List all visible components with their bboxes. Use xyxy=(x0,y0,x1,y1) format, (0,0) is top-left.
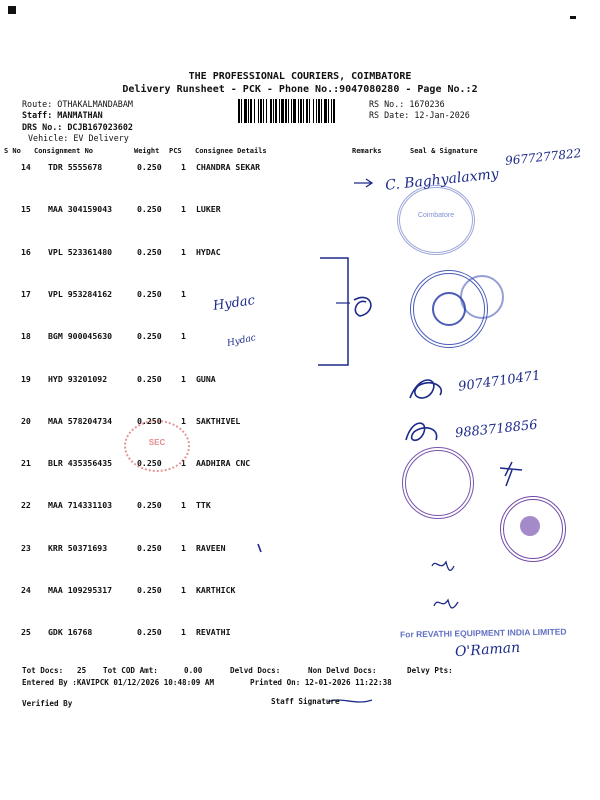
row14-signature-handwritten: C. Baghyalaxmy xyxy=(384,166,500,194)
col-weight: Weight xyxy=(134,147,160,155)
row-consignee: AADHIRA CNC xyxy=(196,458,251,469)
row-consignee: TTK xyxy=(196,500,211,511)
row-sno: 19 xyxy=(21,373,31,384)
col-seal-signature: Seal & Signature xyxy=(410,147,478,155)
row-consignment-no: HYD 93201092 xyxy=(48,373,108,384)
col-sno: S No xyxy=(4,147,21,155)
row-pcs: 1 xyxy=(181,373,186,384)
table-row xyxy=(0,458,600,474)
drs-label: DRS No.: DCJB167023602 xyxy=(22,122,133,132)
row-pcs: 1 xyxy=(181,331,186,342)
row-pcs: 1 xyxy=(181,500,186,511)
col-consignment: Consignment No xyxy=(34,147,94,155)
row-consignment-no: GDK 16768 xyxy=(48,627,93,638)
row-consignment-no: MAA 578204734 xyxy=(48,415,113,426)
row18-hydac-note: Hydac xyxy=(226,333,257,349)
row-weight: 0.250 xyxy=(137,162,162,172)
table-row xyxy=(0,331,600,347)
row-consignee: CHANDRA SEKAR xyxy=(196,162,261,172)
row-consignment-no: VPL 523361480 xyxy=(48,246,113,257)
row-sno: 23 xyxy=(21,542,31,553)
runsheet-subtitle: Delivery Runsheet - PCK - Phone No.:9047080280 - Page No.:2 xyxy=(122,84,478,95)
bracket-line xyxy=(318,258,348,365)
row-consignee: LUKER xyxy=(196,204,221,215)
route-label: Route: OTHAKALMANDABAM xyxy=(22,99,133,109)
row-pcs: 1 xyxy=(181,458,186,469)
row-sno: 22 xyxy=(21,500,31,511)
row-weight: 0.250 xyxy=(137,627,162,638)
row-sno: 15 xyxy=(21,204,31,215)
row-weight: 0.250 xyxy=(137,500,162,511)
row-pcs: 1 xyxy=(181,246,186,257)
table-row xyxy=(0,247,600,263)
tot-cod-value: 0.00 xyxy=(184,666,203,675)
verified-by: Verified By xyxy=(22,699,73,708)
row-consignee: RAVEEN xyxy=(196,542,226,553)
delvd-docs-label: Delvd Docs: xyxy=(230,666,281,675)
staff-label: Staff: MANMATHAN xyxy=(22,110,103,120)
row-consignee: REVATHI xyxy=(196,627,231,638)
table-row xyxy=(0,585,600,601)
corner-mark-top-right xyxy=(570,16,576,19)
revathi-company-stamp: For REVATHI EQUIPMENT INDIA LIMITED xyxy=(399,626,567,640)
row-pcs: 1 xyxy=(181,542,186,553)
col-remarks: Remarks xyxy=(352,147,382,155)
row-consignment-no: MAA 304159043 xyxy=(48,204,113,215)
row25-signature-handwritten: O'Raman xyxy=(454,639,521,661)
row-consignment-no: VPL 953284162 xyxy=(48,288,113,299)
printed-on: Printed On: 12-01-2026 11:22:38 xyxy=(250,678,392,687)
row-weight: 0.250 xyxy=(137,204,162,215)
corner-mark-top-left xyxy=(8,6,16,14)
tot-cod-label: Tot COD Amt: xyxy=(103,666,158,675)
row-sno: 24 xyxy=(21,585,31,595)
row-consignment-no: BLR 435356435 xyxy=(48,458,113,469)
row-sno: 21 xyxy=(21,458,31,469)
row-pcs: 1 xyxy=(181,288,186,299)
row-pcs: 1 xyxy=(181,415,186,426)
row-consignee: GUNA xyxy=(196,373,216,384)
row24-mark xyxy=(434,600,458,608)
row-consignee: HYDAC xyxy=(196,246,221,257)
row-consignment-no: KRR 50371693 xyxy=(48,542,108,553)
row23-mark xyxy=(432,562,454,570)
row-weight: 0.250 xyxy=(137,331,162,342)
row14-arrow xyxy=(354,179,372,187)
row20-phone-handwritten: 9883718856 xyxy=(454,417,539,442)
row-weight: 0.250 xyxy=(137,542,162,553)
red-stamp xyxy=(124,420,190,472)
row19-phone-handwritten: 9074710471 xyxy=(457,368,542,395)
row-consignment-no: BGM 900045630 xyxy=(48,331,113,342)
row14-phone-handwritten: 9677277822 xyxy=(504,146,582,168)
barcode-image xyxy=(238,99,364,123)
staff-signature-label: Staff Signature xyxy=(271,697,340,706)
row-sno: 20 xyxy=(21,415,31,426)
row-weight: 0.250 xyxy=(137,373,162,384)
row-pcs: 1 xyxy=(181,627,186,638)
vehicle-label: Vehicle: EV Delivery xyxy=(28,133,129,143)
row16-company-stamp xyxy=(460,275,504,319)
row-pcs: 1 xyxy=(181,204,186,215)
row-sno: 16 xyxy=(21,246,31,257)
row-consignee: KARTHICK xyxy=(196,585,236,595)
row-consignment-no: MAA 109295317 xyxy=(48,585,113,595)
tot-docs-value: 25 xyxy=(77,666,87,675)
non-delvd-docs-label: Non Delvd Docs: xyxy=(308,666,377,675)
row-sno: 25 xyxy=(21,627,31,638)
row-weight: 0.250 xyxy=(137,415,162,426)
row-consignment-no: TDR 5555678 xyxy=(48,162,103,172)
entered-by: Entered By :KAVIPCK 01/12/2026 10:48:09 AM xyxy=(22,678,215,687)
row-pcs: 1 xyxy=(181,585,186,595)
row-sno: 14 xyxy=(21,162,31,172)
row-weight: 0.250 xyxy=(137,458,162,469)
rs-no-label: RS No.: 1670236 xyxy=(369,99,445,109)
table-row xyxy=(0,204,600,220)
row21-company-stamp xyxy=(402,447,474,519)
row-sno: 18 xyxy=(21,331,31,342)
row-weight: 0.250 xyxy=(137,585,162,595)
row-consignment-no: MAA 714331103 xyxy=(48,500,113,511)
rs-date-label: RS Date: 12-Jan-2026 xyxy=(369,110,470,120)
row17-hydac-note: Hydac xyxy=(212,293,256,314)
table-row xyxy=(0,289,600,305)
row22-security-stamp xyxy=(500,496,566,562)
row-sno: 17 xyxy=(21,288,31,299)
col-consignee: Consignee Details xyxy=(195,147,267,155)
row-weight: 0.250 xyxy=(137,246,162,257)
coimbatore-stamp xyxy=(397,185,475,255)
red-stamp-text: SEC xyxy=(148,438,166,447)
row-consignee: SAKTHIVEL xyxy=(196,415,241,426)
row-weight: 0.250 xyxy=(137,288,162,299)
tot-docs-label: Tot Docs: xyxy=(22,666,64,675)
company-title: THE PROFESSIONAL COURIERS, COIMBATORE xyxy=(188,71,412,82)
row-pcs: 1 xyxy=(181,162,186,172)
col-pcs: PCS xyxy=(169,147,182,155)
coimbatore-stamp-text: Coimbatore xyxy=(417,212,455,219)
delvy-pts-label: Delvy Pts: xyxy=(407,666,453,675)
